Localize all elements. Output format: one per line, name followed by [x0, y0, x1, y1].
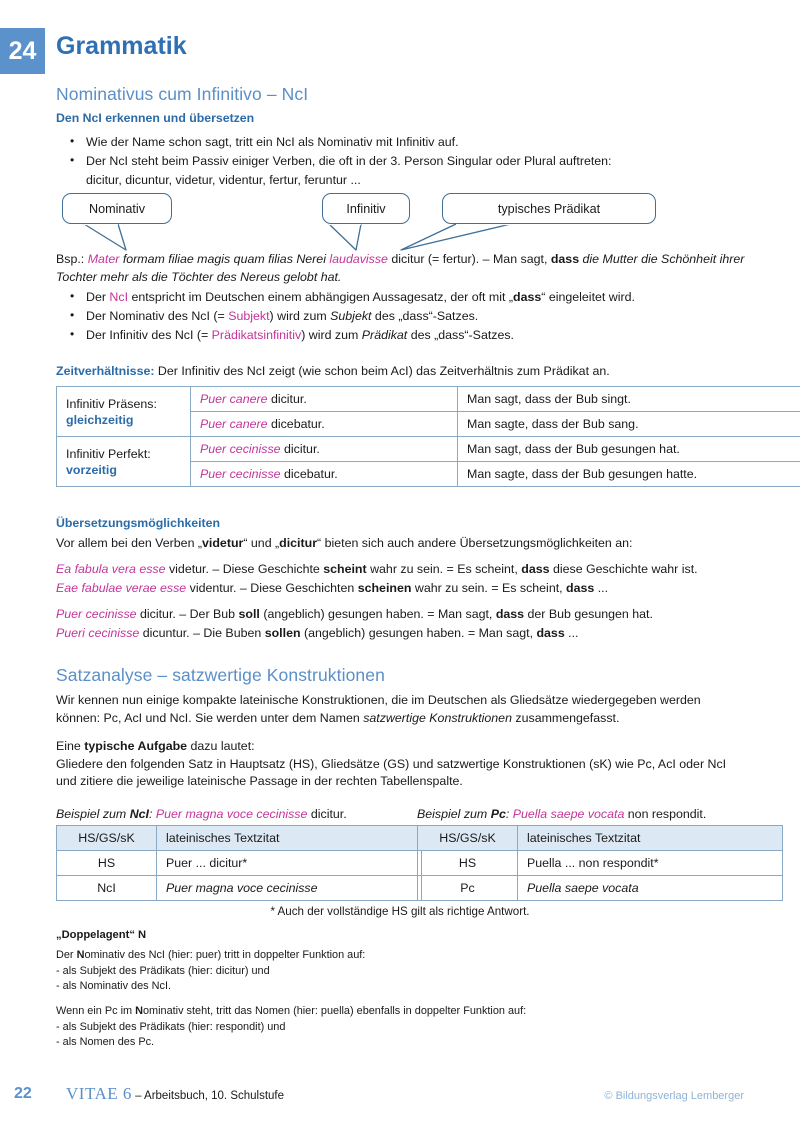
table-header-row: [418, 826, 783, 851]
cell-latin: Puer cecinisse dicitur.: [191, 437, 458, 462]
column-header-type: HS/GS/sK: [418, 826, 518, 851]
cell-infinitiv-praesens: Infinitiv Präsens: gleichzeitig: [57, 387, 191, 437]
cell-type: HS: [57, 851, 157, 876]
table-header-row: [57, 826, 422, 851]
subheading-doppelagent: „Doppelagent“ N: [56, 929, 147, 941]
table-row: [57, 876, 422, 901]
page-footer: [0, 1083, 800, 1109]
cell-latin: Puer cecinisse dicebatur.: [191, 462, 458, 487]
example-prefix: Bsp.:: [56, 252, 88, 266]
zeitverhaeltnisse-label: Zeitverhältnisse:: [56, 364, 155, 378]
example-sentence: [56, 251, 746, 286]
doppelagent-item: - als Subjekt des Prädikats (hier: dicitur) und: [56, 964, 270, 977]
page-title: Grammatik: [56, 32, 187, 60]
list-item: • Der NcI steht beim Passiv einiger Verben, die oft in der 3. Person Singular oder Plural auftreten: dicitur, dicuntur, videtur, videntur, fertur, feruntur ...: [56, 152, 746, 190]
bullet-list-nci-intro: [56, 133, 746, 190]
example-german-lead: . – Man sagt,: [475, 252, 551, 266]
sk-table-nci: [56, 825, 422, 901]
cell-infinitiv-perfekt: Infinitiv Perfekt: vorzeitig: [57, 437, 191, 487]
example-latin-subject: Mater: [87, 252, 120, 266]
cell-german: Man sagte, dass der Bub gesungen hatte.: [458, 462, 800, 487]
table-row: [57, 387, 800, 412]
cell-type: HS: [418, 851, 518, 876]
doppelagent-item: - als Nominativ des NcI.: [56, 980, 171, 992]
table-row: [418, 876, 783, 901]
accent-praedikatsinfinitiv: Prädikatsinfinitiv: [211, 328, 302, 342]
subheading-uebersetzungsmoeglichkeiten: Übersetzungsmöglichkeiten: [56, 516, 220, 530]
doppelagent-intro: Wenn ein Pc im Nominativ steht, tritt das Nomen (hier: puella) ebenfalls in doppelter Funktion auf:: [56, 1005, 527, 1017]
bullet-list-nci-rules: [56, 288, 746, 345]
satzanalyse-task-body: Gliedere den folgenden Satz in Hauptsatz (HS), Gliedsätze (GS) und satzwertige Konstruktionen (sK) wie Pc, AcI oder NcI und zitiere die jeweilige lateinische Passage in der rechten Tabellenspalte.: [56, 756, 727, 788]
list-item: • Der Nominativ des NcI (= Subjekt) wird zum Subjekt des „dass“-Satzes.: [56, 307, 746, 326]
cell-type: NcI: [57, 876, 157, 901]
list-item: • Der Infinitiv des NcI (= Prädikatsinfinitiv) wird zum Prädikat des „dass“-Satzes.: [56, 326, 746, 345]
column-header-citation: lateinisches Textzitat: [157, 826, 422, 851]
cell-citation: Puer magna voce cecinisse: [157, 876, 422, 901]
cell-german: Man sagt, dass der Bub gesungen hat.: [458, 437, 800, 462]
uebersetzung-line: Pueri cecinisse dicuntur. – Die Buben sollen (angeblich) gesungen haben. = Man sagt, dass ...: [56, 625, 579, 640]
cell-latin: Puer canere dicitur.: [191, 387, 458, 412]
satzanalyse-task: [56, 738, 746, 791]
footer-book-subtitle: – Arbeitsbuch, 10. Schulstufe: [131, 1090, 285, 1102]
example-latin-mid: formam filiae magis quam filias Nerei: [119, 252, 330, 266]
footer-book-title: VITAE 6 – Arbeitsbuch, 10. Schulstufe: [66, 1084, 285, 1103]
example-german-rest: die Mutter die Schönheit ihrer Tochter mehr als die Töchter des Nereus gelobt hat.: [56, 252, 745, 284]
cell-german: Man sagte, dass der Bub sang.: [458, 412, 800, 437]
page-header: [0, 28, 760, 74]
doppelagent-block-pc: [56, 1004, 746, 1051]
table-footnote: * Auch der vollständige HS gilt als richtige Antwort.: [270, 905, 530, 918]
doppelagent-item: - als Nomen des Pc.: [56, 1036, 155, 1048]
footer-copyright: © Bildungsverlag Lemberger: [604, 1090, 744, 1102]
speech-bubble-group: [56, 193, 746, 253]
caption-pc-example: Beispiel zum Pc: Puella saepe vocata non respondit.: [417, 807, 707, 821]
uebersetzung-line: Ea fabula vera esse videtur. – Diese Geschichte scheint wahr zu sein. = Es scheint, dass diese Geschichte wahr ist.: [56, 562, 698, 576]
uebersetzung-line: Eae fabulae verae esse videntur. – Diese Geschichten scheinen wahr zu sein. = Es scheint, dass ...: [56, 580, 609, 595]
cell-citation: Puer ... dicitur*: [157, 851, 422, 876]
list-item: • Der NcI entspricht im Deutschen einem abhängigen Aussagesatz, der oft mit „dass“ eingeleitet wird.: [56, 288, 746, 307]
cell-type: Pc: [418, 876, 518, 901]
uebersetzung-line: Puer cecinisse dicitur. – Der Bub soll (angeblich) gesungen haben. = Man sagt, dass der Bub gesungen hat.: [56, 607, 653, 621]
chapter-number-badge: 24: [0, 28, 45, 74]
table-row: [57, 437, 800, 462]
bubble-infinitiv: Infinitiv: [322, 193, 410, 224]
accent-nci: NcI: [109, 290, 129, 304]
doppelagent-intro: Der Nominativ des NcI (hier: puer) tritt in doppelter Funktion auf:: [56, 949, 366, 961]
table-row: [418, 851, 783, 876]
caption-nci-example: Beispiel zum NcI: Puer magna voce cecinisse dicitur.: [56, 807, 347, 821]
subheading-nci-erkennen: Den NcI erkennen und übersetzen: [56, 111, 255, 125]
column-header-citation: lateinisches Textzitat: [518, 826, 783, 851]
satzanalyse-paragraph: Wir kennen nun einige kompakte lateinische Konstruktionen, die im Deutschen als Gliedsätze wiedergegeben werden können: Pc, AcI und NcI. Sie werden unter dem Namen satzwertige Konstruktionen zusammengefasst.: [56, 693, 701, 725]
uebersetzung-intro: Vor allem bei den Verben „videtur“ und „dicitur“ bieten sich auch andere Übersetzungsmöglichkeiten an:: [56, 536, 633, 550]
sk-table-pc: [417, 825, 783, 901]
zeitverhaeltnisse-intro: [56, 363, 746, 381]
example-dass: dass: [550, 252, 580, 266]
zeitverhaeltnisse-table: [56, 386, 800, 487]
cell-german: Man sagt, dass der Bub singt.: [458, 387, 800, 412]
cell-citation: Puella saepe vocata: [518, 876, 783, 901]
section-heading-satzanalyse: Satzanalyse – satzwertige Konstruktionen: [56, 665, 385, 685]
accent-subjekt: Subjekt: [228, 309, 270, 323]
table-row: [57, 851, 422, 876]
cell-citation: Puella ... non respondit*: [518, 851, 783, 876]
cell-latin: Puer canere dicebatur.: [191, 412, 458, 437]
satzanalyse-task-lead: Eine typische Aufgabe dazu lautet:: [56, 739, 255, 753]
footer-page-number: 22: [14, 1085, 32, 1102]
column-header-type: HS/GS/sK: [57, 826, 157, 851]
section-heading-nci: Nominativus cum Infinitivo – NcI: [56, 84, 309, 104]
bubble-nominativ: Nominativ: [62, 193, 172, 224]
bubble-typisches-praedikat: typisches Prädikat: [442, 193, 656, 224]
doppelagent-item: - als Subjekt des Prädikats (hier: respondit) und: [56, 1020, 286, 1033]
example-latin-predicate: dicitur (= fertur): [387, 252, 476, 266]
uebersetzung-examples-dicitur: [56, 605, 756, 642]
example-latin-infinitive: laudavisse: [329, 252, 388, 266]
list-item: • Wie der Name schon sagt, tritt ein NcI als Nominativ mit Infinitiv auf.: [56, 133, 746, 152]
uebersetzung-examples-videtur: [56, 560, 756, 597]
doppelagent-block-nci: [56, 948, 746, 995]
zeitverhaeltnisse-text: Der Infinitiv des NcI zeigt (wie schon beim AcI) das Zeitverhältnis zum Prädikat an.: [154, 364, 610, 378]
